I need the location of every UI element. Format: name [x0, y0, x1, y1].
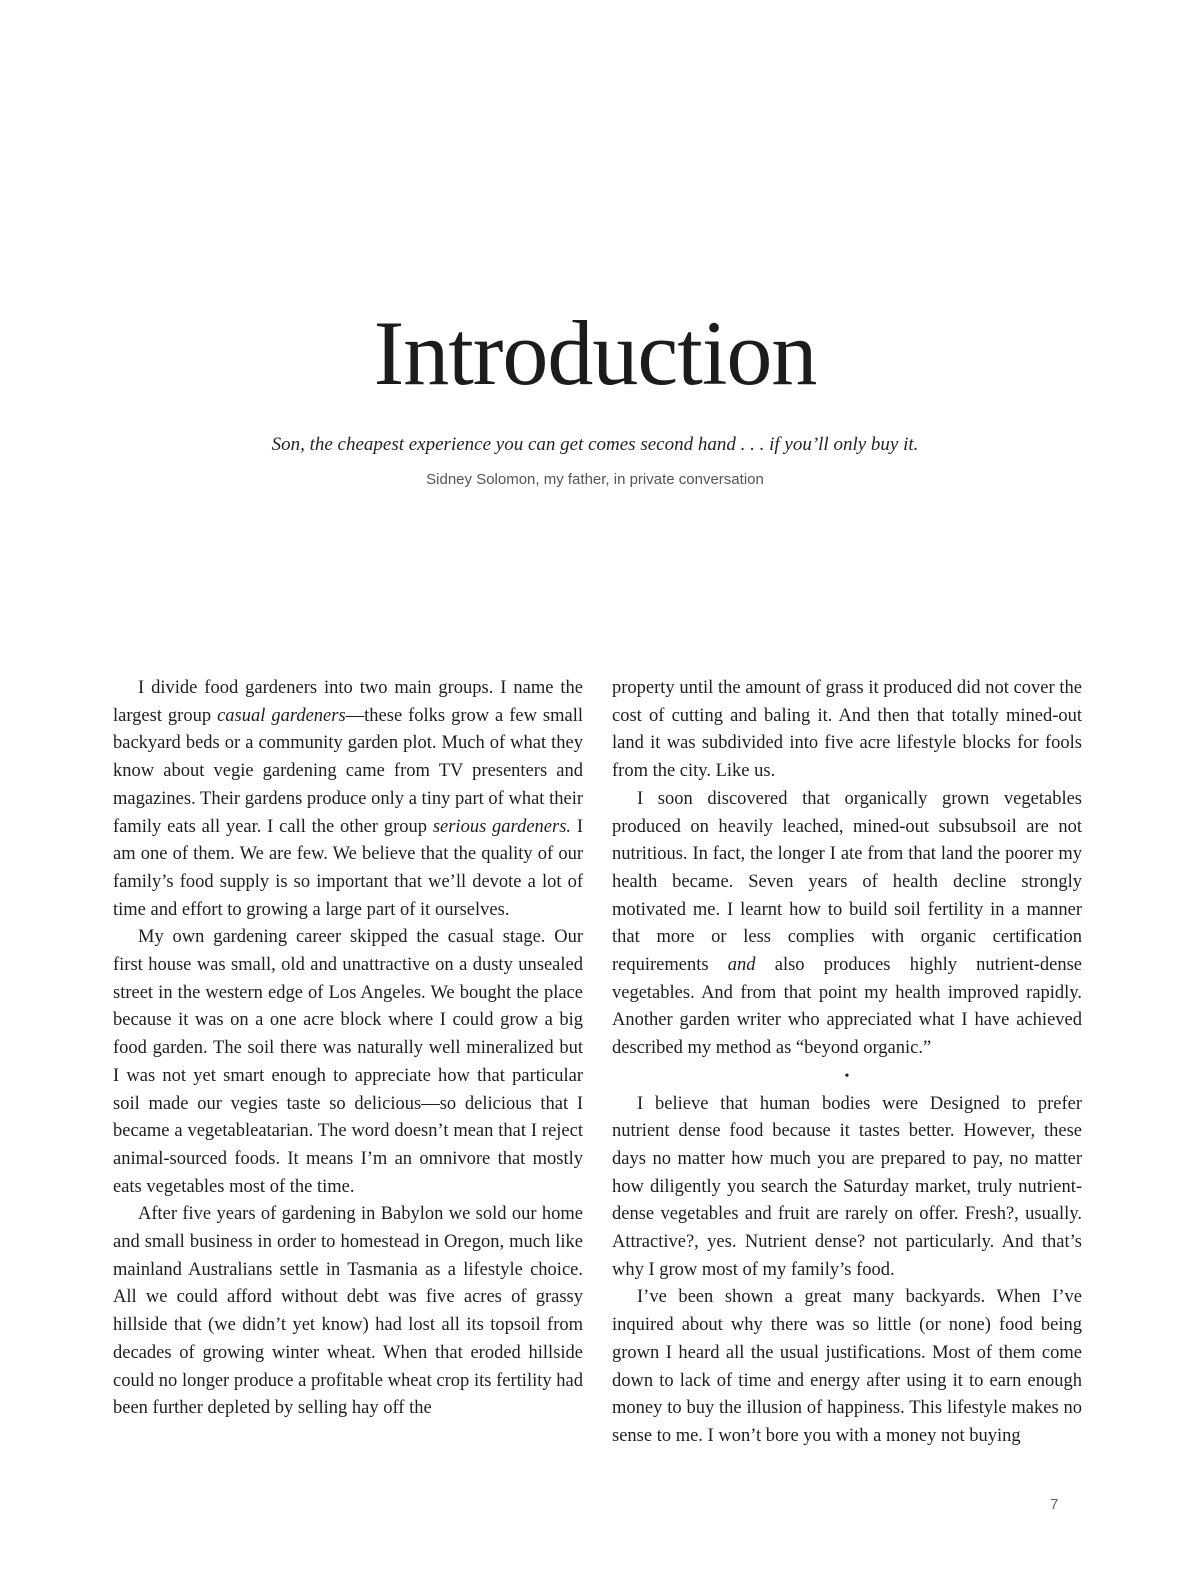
page-title: Introduction: [373, 302, 817, 404]
page-number: 7: [1050, 1496, 1059, 1513]
emphasis: serious gardeners.: [432, 816, 572, 837]
paragraph: property until the amount of grass it produced did not cover the cost of cutting and baling it. And then that totally mined-out land it was subdivided into five acre lifestyle blocks for fools from the city. Like us.: [612, 678, 1082, 782]
section-break: •: [844, 1068, 850, 1084]
paragraph: I divide food gardeners into two main groups. I name the largest group casual gardeners—these folks grow a few small backyard beds or a community garden plot. Much of what they know about vegie gardening came from TV presenters and magazines. Their gardens produce only a tiny part of what their family eats all year. I call the other group serious gardeners. I am one of them. We are few. We believe that the quality of our family’s food supply is so important that we’ll devote a lot of time and effort to growing a large part of it ourselves.: [113, 678, 583, 920]
paragraph: I’ve been shown a great many backyards. When I’ve inquired about why there was so little (or none) food being grown I heard all the usual justifications. Most of them come down to lack of time and energy after using it to earn enough money to buy the illusion of happiness. This lifestyle makes no sense to me. I won’t bore you with a money not buying: [612, 1287, 1082, 1446]
paragraph: I soon discovered that organically grown vegetables produced on heavily leached, mined-out subsubsoil are not nutritious. In fact, the longer I ate from that land the poorer my health became. Seven years of health decline strongly motivated me. I learnt how to build soil fertility in a manner that more or less complies with organic certification requirements and also produces highly nutrient-dense vegetables. And from that point my health improved rapidly. Another garden writer who appreciated what I have achieved described my method as “beyond organic.”: [612, 788, 1083, 1059]
epigraph-attribution: Sidney Solomon, my father, in private conversation: [426, 471, 764, 488]
left-column: [113, 675, 583, 1423]
epigraph-quote: Son, the cheapest experience you can get comes second hand . . . if you’ll only buy it.: [271, 434, 919, 455]
right-column: [612, 675, 1082, 1451]
emphasis: and: [727, 955, 756, 976]
emphasis: casual gardeners: [217, 705, 346, 726]
paragraph: My own gardening career skipped the casual stage. Our first house was small, old and unattractive on a dusty unsealed street in the western edge of Los Angeles. We bought the place because it was on a one acre block where I could grow a big food garden. The soil there was naturally well mineralized but I was not yet smart enough to appreciate how that particular soil made our vegies taste so delicious—so delicious that I became a vegetableatarian. The word doesn’t mean that I reject animal-sourced foods. It means I’m an omnivore that mostly eats vegetables most of the time.: [113, 927, 583, 1197]
paragraph: After five years of gardening in Babylon we sold our home and small business in order to homestead in Oregon, much like mainland Australians settle in Tasmania as a lifestyle choice. All we could afford without debt was five acres of grassy hillside that (we didn’t yet know) had lost all its topsoil from decades of growing winter wheat. When that eroded hillside could no longer produce a profitable wheat crop its fertility had been further depleted by selling hay off the: [113, 1204, 583, 1419]
paragraph: I believe that human bodies were Designed to prefer nutrient dense food because it tastes better. However, these days no matter how much you are prepared to pay, no matter how diligently you search the Saturday market, truly nutrient-dense vegetables and fruit are rarely on offer. Fresh?, usually. Attractive?, yes. Nutrient dense? not particularly. And that’s why I grow most of my family’s food.: [612, 1093, 1082, 1280]
